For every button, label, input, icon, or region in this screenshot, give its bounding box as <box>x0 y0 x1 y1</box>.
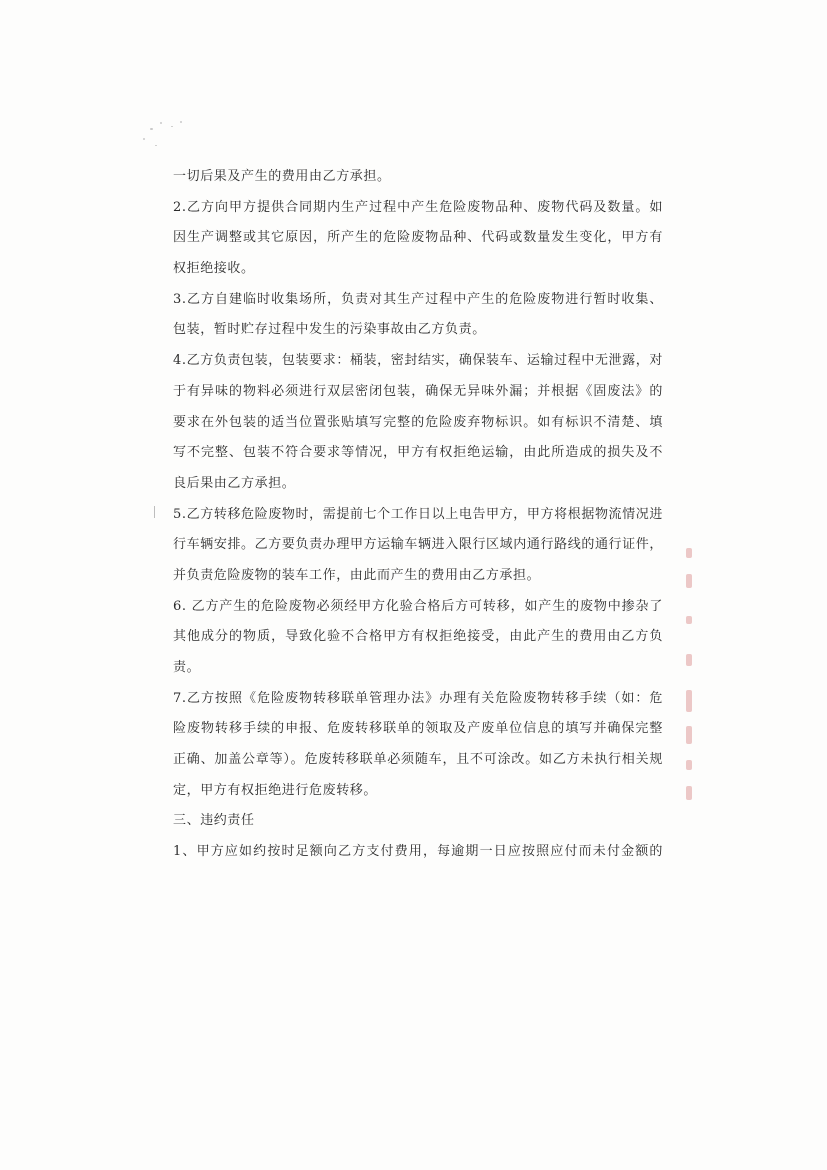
text-line: 行车辆安排。乙方要负责办理甲方运输车辆进入限行区域内通行路线的通行证件， <box>173 537 663 553</box>
seal-edge-mark <box>686 690 692 712</box>
text-line: 4.乙方负责包装，包装要求：桶装，密封结实，确保装车、运输过程中无泄露，对 <box>173 353 663 369</box>
text-line: 6. 乙方产生的危险废物必须经甲方化验合格后方可转移，如产生的废物中掺杂了 <box>173 598 663 614</box>
text-line: 于有异味的物料必须进行双层密闭包装，确保无异味外漏；并根据《固废法》的 <box>173 383 663 399</box>
text-line: 写不完整、包装不符合要求等情况，甲方有权拒绝运输，由此所造成的损失及不 <box>173 445 663 461</box>
text-line: 并负责危险废物的装车工作，由此而产生的费用由乙方承担。 <box>173 567 541 583</box>
scan-speck <box>171 126 173 127</box>
text-line: 险废物转移手续的申报、危废转移联单的领取及产废单位信息的填写并确保完整 <box>173 721 663 737</box>
text-line: 权拒绝接收。 <box>173 261 255 277</box>
section-heading: 三、违约责任 <box>173 813 255 829</box>
scan-speck <box>155 145 157 146</box>
text-line: 一切后果及产生的费用由乙方承担。 <box>173 169 391 184</box>
text-line: 要求在外包装的适当位置张贴填写完整的危险废弃物标识。如有标识不清楚、填 <box>173 414 663 430</box>
seal-edge-mark <box>686 574 692 588</box>
seal-edge-mark <box>686 760 692 770</box>
text-line: 责。 <box>173 660 201 675</box>
scan-speck <box>143 138 145 140</box>
scan-speck <box>160 122 162 124</box>
contract-text <box>173 162 663 868</box>
text-line: 7.乙方按照《危险废物转移联单管理办法》办理有关危险废物转移手续（如：危 <box>173 690 663 706</box>
text-line: 1、甲方应如约按时足额向乙方支付费用，每逾期一日应按照应付而未付金额的 <box>173 844 663 860</box>
seal-edge-mark <box>686 616 692 624</box>
seal-edge-mark <box>686 726 692 744</box>
seal-edge-mark <box>686 548 692 558</box>
text-line: 因生产调整或其它原因，所产生的危险废物品种、代码或数量发生变化，甲方有 <box>173 230 663 246</box>
scan-margin-mark <box>154 506 155 518</box>
text-line: 5.乙方转移危险废物时，需提前七个工作日以上电告甲方，甲方将根据物流情况进 <box>173 506 663 522</box>
seal-edge-mark <box>686 654 692 666</box>
text-line: 良后果由乙方承担。 <box>173 475 296 491</box>
scan-speck <box>150 128 153 130</box>
text-line: 其他成分的物质，导致化验不合格甲方有权拒绝接受，由此产生的费用由乙方负 <box>173 629 663 645</box>
text-line: 2.乙方向甲方提供合同期内生产过程中产生危险废物品种、废物代码及数量。如 <box>173 199 663 215</box>
text-line: 正确、加盖公章等）。危废转移联单必须随车，且不可涂改。如乙方未执行相关规 <box>173 752 663 768</box>
text-line: 3.乙方自建临时收集场所，负责对其生产过程中产生的危险废物进行暂时收集、 <box>173 291 663 307</box>
text-line: 定，甲方有权拒绝进行危废转移。 <box>173 782 378 798</box>
seal-edge-mark <box>686 786 692 800</box>
scan-speck <box>180 121 182 123</box>
text-line: 包装，暂时贮存过程中发生的污染事故由乙方负责。 <box>173 322 486 338</box>
